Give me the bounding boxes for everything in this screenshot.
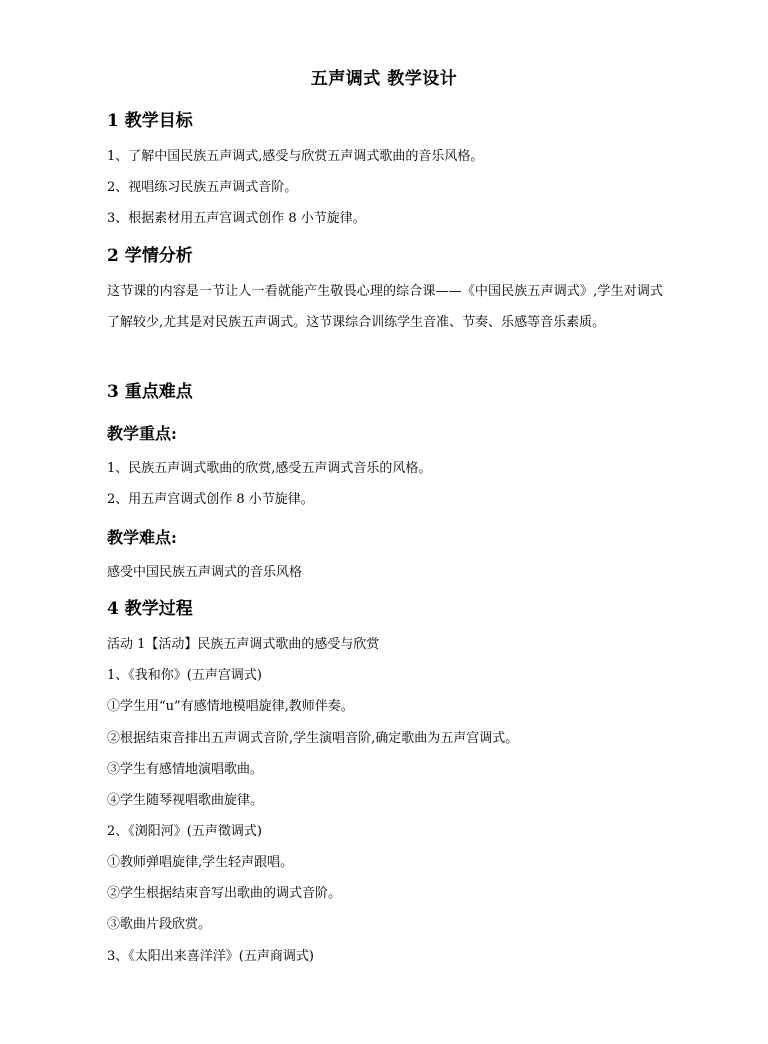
list-item: ③歌曲片段欣赏。 bbox=[107, 917, 212, 932]
list-item: 2、《浏阳河》(五声徵调式) bbox=[107, 824, 262, 839]
list-item: 1、了解中国民族五声调式,感受与欣赏五声调式歌曲的音乐风格。 bbox=[107, 149, 484, 164]
difficult-points-subheading: 教学难点: bbox=[107, 528, 177, 547]
difficult-points-text: 感受中国民族五声调式的音乐风格 bbox=[107, 565, 303, 580]
section-heading-objectives: 1 教学目标 bbox=[107, 111, 193, 131]
list-item: ④学生随琴视唱歌曲旋律。 bbox=[107, 793, 264, 808]
list-item: 3、《太阳出来喜洋洋》(五声商调式) bbox=[107, 949, 314, 964]
key-points-subheading: 教学重点: bbox=[107, 424, 177, 443]
analysis-paragraph: 这节课的内容是一节让人一看就能产生敬畏心理的综合课——《中国民族五声调式》,学生对调式了解较少,尤其是对民族五声调式。这节课综合训练学生音准、节奏、乐感等音乐素质。 bbox=[107, 284, 663, 330]
section-heading-key-points: 3 重点难点 bbox=[107, 382, 193, 402]
list-item: ①学生用“u”有感情地模唱旋律,教师伴奏。 bbox=[107, 699, 354, 714]
list-item: 1、《我和你》(五声宫调式) bbox=[107, 668, 262, 683]
list-item: 3、根据素材用五声宫调式创作 8 小节旋律。 bbox=[107, 211, 366, 226]
section-heading-process: 4 教学过程 bbox=[107, 599, 193, 619]
section-heading-analysis: 2 学情分析 bbox=[107, 246, 193, 266]
list-item: ③学生有感情地演唱歌曲。 bbox=[107, 762, 264, 777]
document-title: 五声调式 教学设计 bbox=[310, 69, 458, 89]
list-item: 2、视唱练习民族五声调式音阶。 bbox=[107, 180, 298, 195]
list-item: 2、用五声宫调式创作 8 小节旋律。 bbox=[107, 492, 314, 507]
activity-title: 活动 1【活动】民族五声调式歌曲的感受与欣赏 bbox=[107, 637, 380, 652]
list-item: ②学生根据结束音写出歌曲的调式音阶。 bbox=[107, 886, 342, 901]
list-item: ②根据结束音排出五声调式音阶,学生演唱音阶,确定歌曲为五声宫调式。 bbox=[107, 731, 519, 746]
list-item: 1、民族五声调式歌曲的欣赏,感受五声调式音乐的风格。 bbox=[107, 461, 432, 476]
list-item: ①教师弹唱旋律,学生轻声跟唱。 bbox=[107, 855, 294, 870]
